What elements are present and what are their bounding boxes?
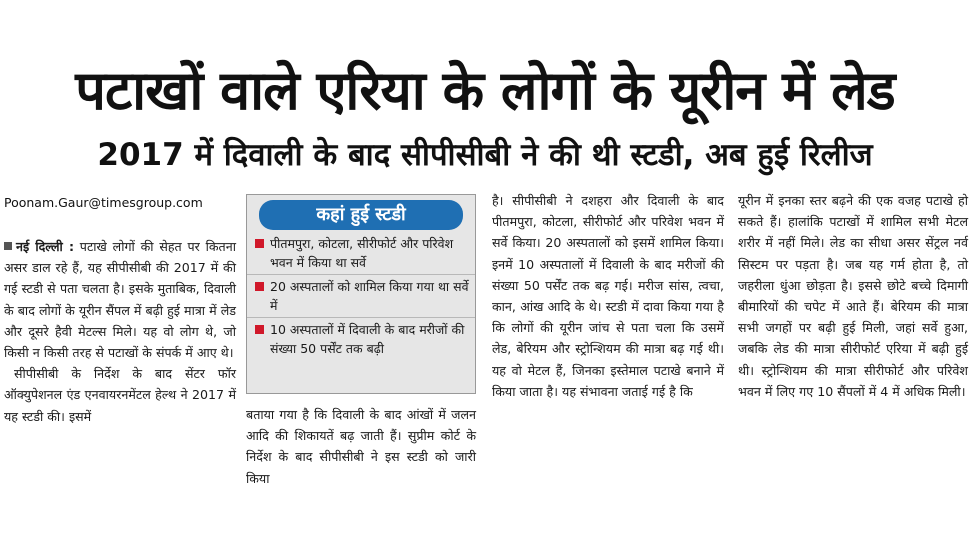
study-locations-box bbox=[246, 194, 476, 394]
article-paragraph: बताया गया है कि दिवाली के बाद आंखों में जलन आदि की शिकायतें बढ़ जाती हैं। सुप्रीम कोर्ट के निर्देश के बाद सीपीसीबी ने इस स्टडी को जारी किया bbox=[246, 407, 476, 486]
dateline: नई दिल्ली : bbox=[16, 239, 74, 254]
square-bullet-icon bbox=[4, 242, 12, 250]
box-list-item bbox=[247, 320, 475, 360]
article-paragraph bbox=[4, 236, 236, 363]
box-list-item bbox=[247, 234, 475, 275]
box-title: कहां हुई स्टडी bbox=[259, 200, 463, 230]
article-column-2 bbox=[246, 404, 476, 489]
article-paragraph: यूरीन में इनका स्तर बढ़ने की एक वजह पटाखे हो सकते हैं। हालांकि पटाखों में शामिल सभी मेटल शरीर में नहीं मिले। लेड का सीधा असर सेंट्रल नर्व सिस्टम पर पड़ता है। जब यह गर्म होता है, तो जहरीला धुंआ छोड़ता है। इससे छोटे बच्चे दिमागी बीमारियों की चपेट में आते हैं। बेरियम की मात्रा सभी जगहों पर बढ़ी हुई मिली, जहां सर्वे हुआ, जबकि लेड की मात्रा सीरीफोर्ट एरिया में बढ़ी हुई थी। स्ट्रोन्शियम की मात्रा सीरीफोर्ट और परिवेश भवन में लिए गए 10 सैंपलों में 4 में अधिक मिली। bbox=[738, 193, 968, 399]
box-item-text: 10 अस्पतालों में दिवाली के बाद मरीजों की संख्या 50 पर्सेंट तक बढ़ी bbox=[270, 322, 465, 356]
article-paragraph: सीपीसीबी के निर्देश के बाद सेंटर फॉर ऑक्युपेशनल एंड एनवायरनमेंटल हेल्थ ने 2017 में यह स्टडी की। इसमें bbox=[4, 366, 236, 424]
paragraph-text: पटाखे लोगों की सेहत पर कितना असर डाल रहे हैं, यह सीपीसीबी की 2017 में की गई स्टडी से पता चलता है। इसके मुताबिक, दिवाली के बाद लोगों के यूरीन सैंपल में बढ़ी हुई मात्रा में लेड और दूसरे हैवी मेटल्स मिले। यह वो लोग थे, जो किसी न किसी तरह से पटाखों के संपर्क में आए थे। bbox=[4, 239, 236, 361]
byline[interactable]: Poonam.Gaur@timesgroup.com bbox=[4, 195, 203, 210]
box-item-text: पीतमपुरा, कोटला, सीरीफोर्ट और परिवेश भवन में किया था सर्वे bbox=[270, 236, 454, 270]
red-square-bullet-icon bbox=[255, 239, 264, 248]
article-paragraph: है। सीपीसीबी ने दशहरा और दिवाली के बाद पीतमपुरा, कोटला, सीरीफोर्ट और परिवेश भवन में सर्वे किया। 20 अस्पतालों को इसमें शामिल किया। इनमें 10 अस्पतालों में दिवाली के बाद मरीजों की संख्या 50 पर्सेंट तक बढ़ गई। मरीज सांस, त्वचा, कान, आंख आदि के थे। स्टडी में दावा किया गया है कि लोगों की यूरीन जांच से पता चला कि उसमें लेड, बेरियम और स्ट्रोन्शियम की मात्रा बढ़ गई थी। यह वो मेटल हैं, जिनका इस्तेमाल पटाखे बनाने में किया जाता है। यह संभावना जताई गई है कि bbox=[492, 193, 724, 399]
article-column-4 bbox=[738, 190, 968, 402]
box-item-text: 20 अस्पतालों को शामिल किया गया था सर्वे में bbox=[270, 279, 469, 313]
article-column-1 bbox=[4, 236, 236, 427]
headline: पटाखों वाले एरिया के लोगों के यूरीन में लेड bbox=[75, 59, 895, 122]
box-list-item bbox=[247, 277, 475, 318]
subheadline: 2017 में दिवाली के बाद सीपीसीबी ने की थी स्टडी, अब हुई रिलीज bbox=[97, 137, 873, 173]
red-square-bullet-icon bbox=[255, 325, 264, 334]
red-square-bullet-icon bbox=[255, 282, 264, 291]
article-column-3 bbox=[492, 190, 724, 402]
